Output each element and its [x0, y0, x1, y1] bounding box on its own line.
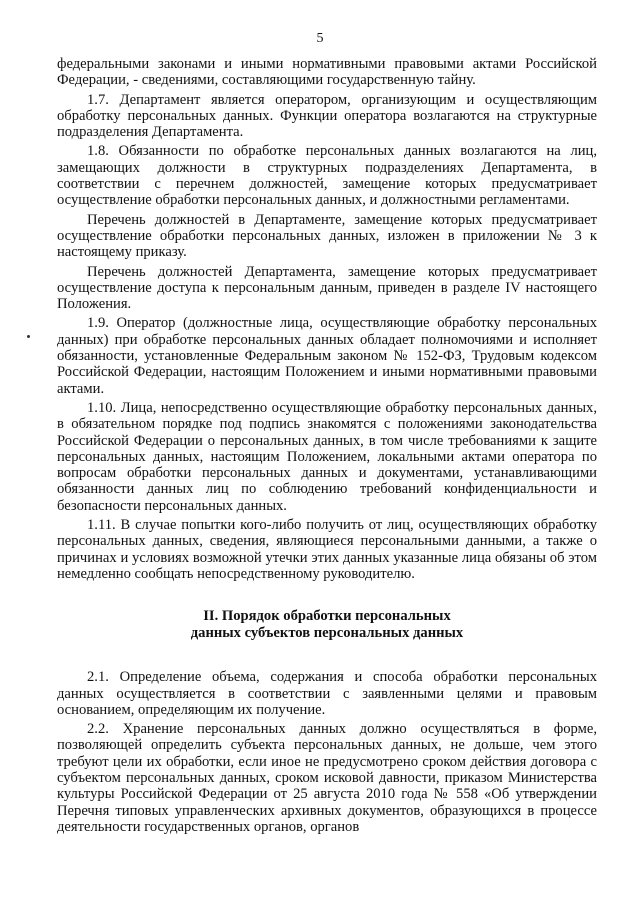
paragraph-1-8: 1.8. Обязанности по обработке персональных данных возлагаются на лиц, замещающих должности в структурных подразделениях Департамента, в соответствии с перечнем должностей, замещение которых предусматривает осуществление обработки персональных данных, и должностными регламентами.	[57, 143, 597, 209]
page-body	[57, 56, 597, 838]
paragraph-continuation: федеральными законами и иными нормативными правовыми актами Российской Федерации, - сведениями, составляющими государственную тайну.	[57, 56, 597, 89]
paragraph-2-2: 2.2. Хранение персональных данных должно осуществляться в форме, позволяющей определить субъекта персональных данных, не дольше, чем этого требуют цели их обработки, если иное не предусмотрено сроком действия договора с субъектом персональных данных, сроком исковой давности, приказом Министерства культуры Российской Федерации от 25 августа 2010 года № 558 «Об утверждении Перечня типовых управленческих архивных документов, образующихся в процессе деятельности государственных органов, органов	[57, 721, 597, 835]
paragraph-1-7: 1.7. Департамент является оператором, организующим и осуществляющим обработку персональных данных. Функции оператора возлагаются на структурные подразделения Департамента.	[57, 91, 597, 141]
paragraph-2-1: 2.1. Определение объема, содержания и способа обработки персональных данных осуществляется в соответствии с заявленными целями и правовым основанием, определяющим их получение.	[57, 669, 597, 718]
page-number: 5	[316, 31, 324, 46]
section-heading-line-1: II. Порядок обработки персональных	[203, 608, 451, 625]
paragraph-positions-processing: Перечень должностей в Департаменте, замещение которых предусматривает осуществление обработки персональных данных, изложен в приложении № 3 к настоящему приказу.	[57, 211, 597, 261]
paragraph-1-9: 1.9. Оператор (должностные лица, осуществляющие обработку персональных данных) при обработке персональных данных обладает полномочиями и исполняет обязанности, установленные Федеральным законом № 152-ФЗ, Трудовым кодексом Российской Федерации, настоящим Положением и иными нормативными правовыми актами.	[57, 315, 597, 397]
paragraph-1-10: 1.10. Лица, непосредственно осуществляющие обработку персональных данных, в обязательном порядке под подпись знакомятся с положениями законодательства Российской Федерации о персональных данных, в том числе требованиями к защите персональных данных, настоящим Положением, локальными актами оператора по вопросам обработки персональных данных и документами, устанавливающими обязанности данных лиц по соблюдению требований конфиденциальности и безопасности персональных данных.	[57, 399, 597, 514]
paragraph-1-11: 1.11. В случае попытки кого-либо получить от лиц, осуществляющих обработку персональных данных, сведения, являющиеся персональными данными, а также о причинах и условиях возможной утечки этих данных указанные лица обязаны об этом немедленно сообщать непосредственному руководителю.	[57, 517, 597, 582]
section-heading	[57, 608, 597, 642]
paragraph-positions-access: Перечень должностей Департамента, замещение которых предусматривает осуществление доступа к персональным данным, приведен в разделе IV настоящего Положения.	[57, 263, 597, 313]
section-heading-line-2: данных субъектов персональных данных	[190, 625, 464, 642]
margin-mark	[27, 335, 30, 338]
